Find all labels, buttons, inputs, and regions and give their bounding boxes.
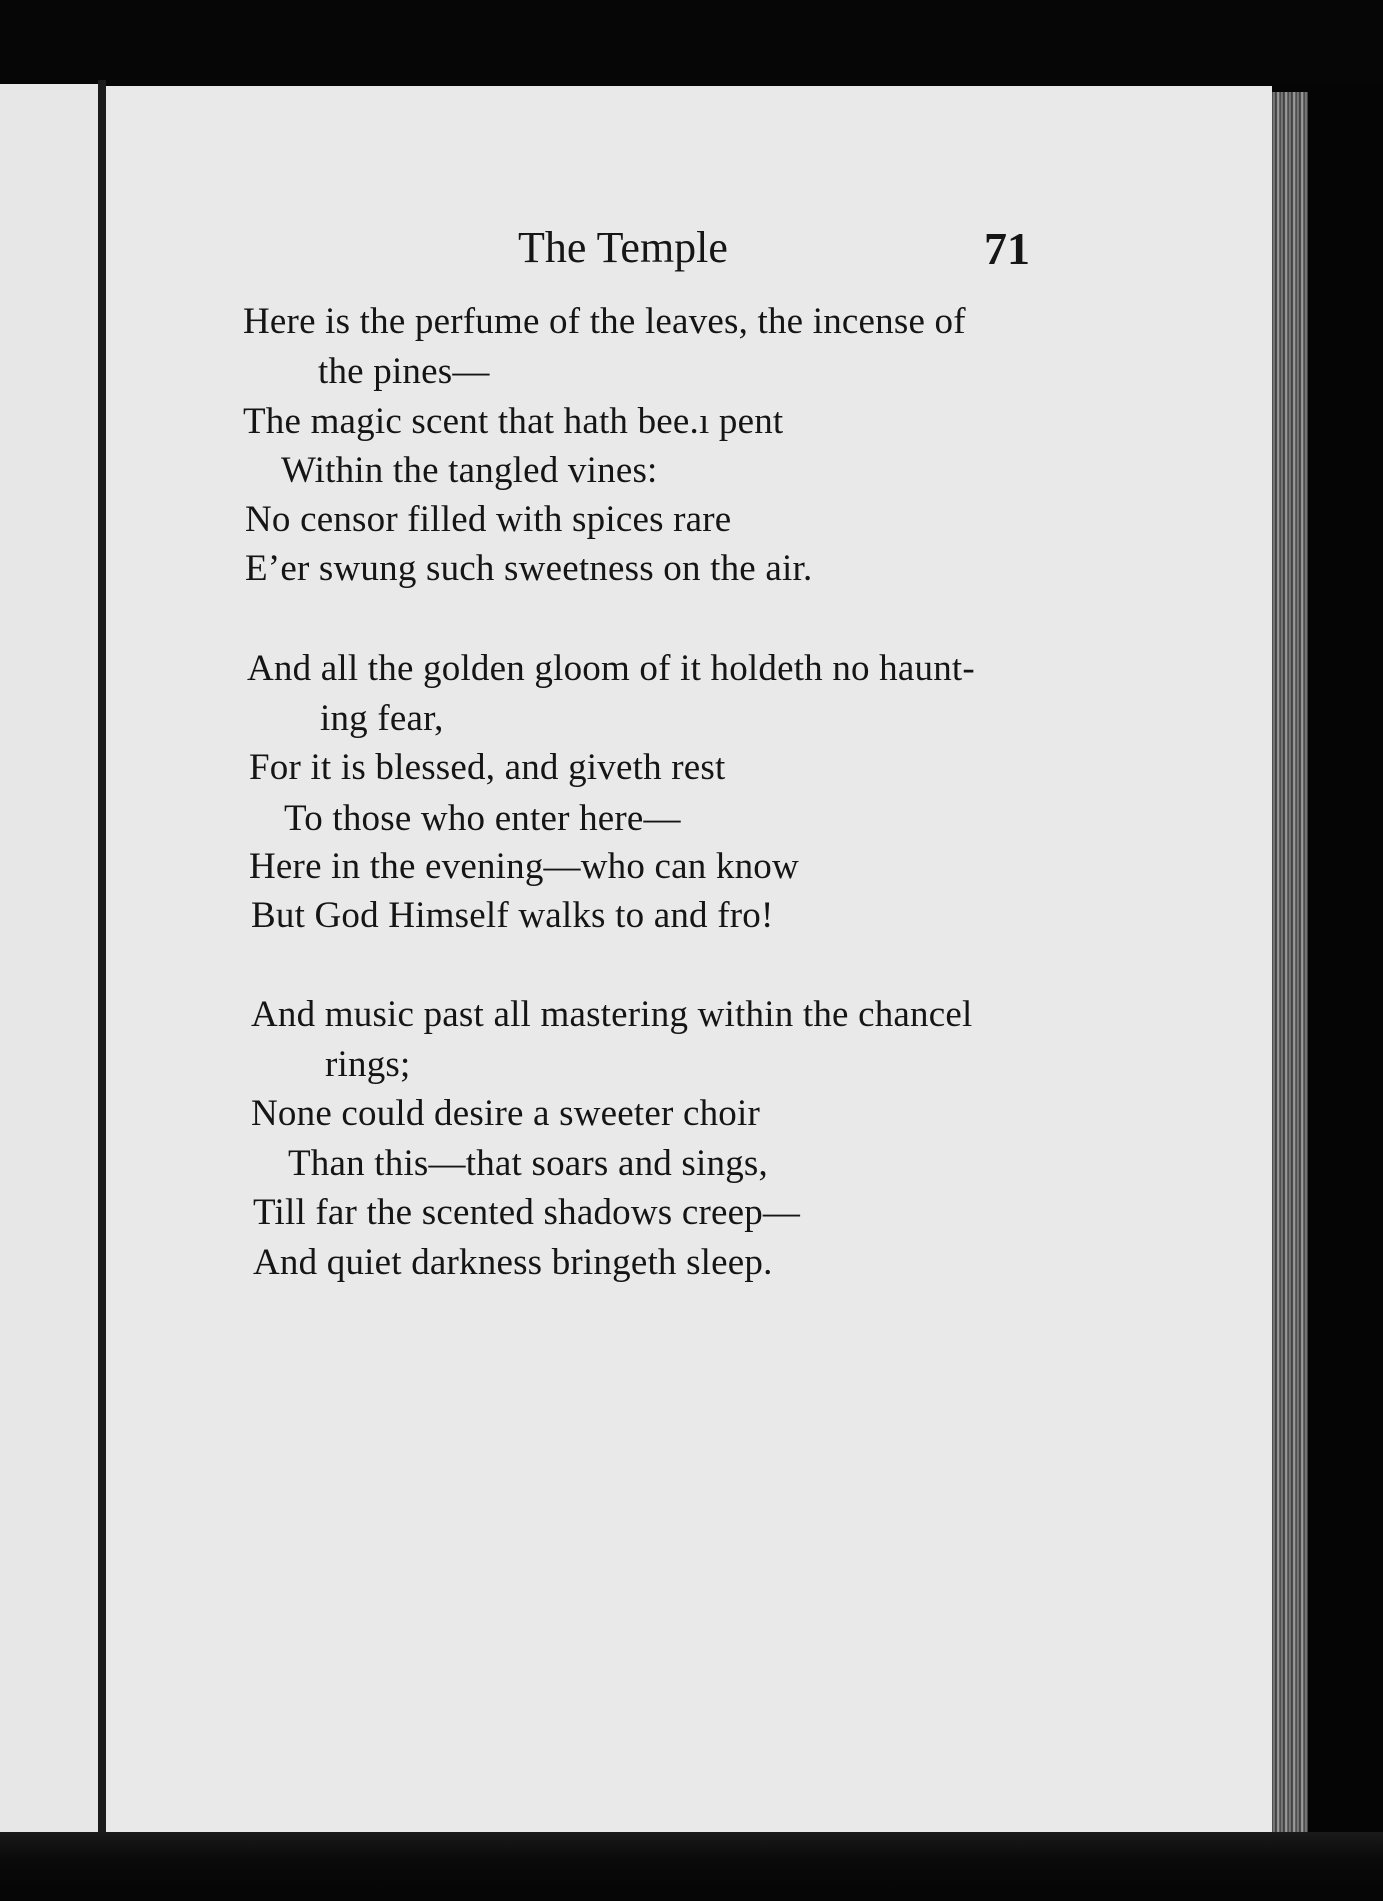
poem-line: None could desire a sweeter choir [251, 1093, 760, 1134]
scan-border-top [0, 0, 1383, 85]
poem-line: To those who enter here— [284, 798, 681, 839]
poem-line: For it is blessed, and giveth rest [249, 747, 726, 788]
poem-line: And all the golden gloom of it holdeth no haunt- [247, 648, 975, 689]
poem-line: The magic scent that hath bee.ı pent [243, 401, 784, 442]
running-head [0, 222, 1383, 282]
page-stack-edges [1272, 92, 1308, 1832]
poem-line: Here in the evening—who can know [249, 846, 799, 887]
scan-border-bottom [0, 1832, 1383, 1901]
poem-line: No censor filled with spices rare [245, 499, 732, 540]
poem-line: the pines— [318, 351, 490, 392]
poem-line: And music past all mastering within the chancel [251, 994, 973, 1035]
poem-line: rings; [325, 1044, 411, 1085]
running-head-title: The Temple [518, 223, 728, 272]
book-page [106, 86, 1272, 1834]
poem-line: But God Himself walks to and fro! [251, 895, 774, 936]
poem-line: ing fear, [320, 698, 444, 739]
poem-line: Till far the scented shadows creep— [253, 1192, 801, 1233]
book-spine [98, 80, 106, 1842]
poem-line: Here is the perfume of the leaves, the incense of [243, 301, 966, 342]
poem-line: Within the tangled vines: [281, 450, 658, 491]
poem-line: And quiet darkness bringeth sleep. [253, 1242, 773, 1283]
scan-border-right [1308, 85, 1383, 1837]
poem-line: Than this—that soars and sings, [288, 1143, 768, 1184]
facing-page-edge [0, 84, 102, 1838]
poem-line: E’er swung such sweetness on the air. [245, 548, 813, 589]
page-number: 71 [984, 223, 1030, 274]
